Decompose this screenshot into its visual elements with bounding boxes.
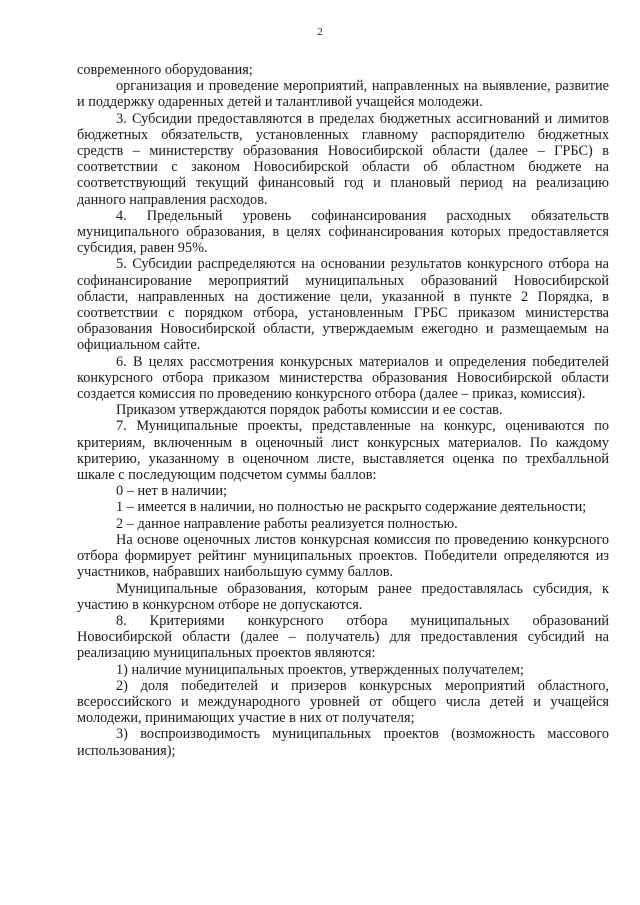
paragraph: современного оборудования; xyxy=(77,62,253,78)
document-body xyxy=(77,62,609,759)
paragraph: На основе оценочных листов конкурсная комиссия по проведению конкурсного отбора формирует рейтинг муниципальных проектов. Победители определяются из участников, набравших наибольшую сумму баллов. xyxy=(77,531,609,581)
paragraph-clause-6: 6. В целях рассмотрения конкурсных материалов и определения победителей конкурсного отбора приказом министерства образования Новосибирской области создается комиссия по проведению конкурсного отбора (далее – приказ, комиссия). xyxy=(77,353,609,403)
paragraph-clause-7: 7. Муниципальные проекты, представленные на конкурс, оцениваются по критериям, включенным в оценочный лист конкурсных материалов. По каждому критерию, указанному в оценочном листе, выставляется оценка по трехбалльной шкале с последующим подсчетом суммы баллов: xyxy=(77,418,609,484)
criteria-item: 2) доля победителей и призеров конкурсных мероприятий областного, всероссийского и международного уровней от общего числа детей и учащейся молодежи, принимающих участие в них от получателя; xyxy=(77,677,609,727)
paragraph-clause-3: 3. Субсидии предоставляются в пределах бюджетных ассигнований и лимитов бюджетных обязательств, установленных главному распорядителю бюджетных средств – министерству образования Новосибирской области (далее – ГРБС) в соответствии с законом Новосибирской области об областном бюджете на соответствующий текущий финансовый год и плановый период на реализацию данного направления расходов. xyxy=(77,110,609,208)
page-number: 2 xyxy=(317,26,323,38)
paragraph-clause-5: 5. Субсидии распределяются на основании результатов конкурсного отбора на софинансирование мероприятий муниципальных образований Новосибирской области, направленных на достижение цели, указанной в пункте 2 Порядка, в соответствии с порядком отбора, установленным ГРБС приказом министерства образования Новосибирской области, утверждаемым ежегодно и размещаемым на официальном сайте. xyxy=(77,256,609,354)
criteria-item: 1) наличие муниципальных проектов, утвержденных получателем; xyxy=(116,661,524,678)
paragraph-clause-4: 4. Предельный уровень софинансирования расходных обязательств муниципального образования, в целях софинансирования которых предоставляется субсидия, равен 95%. xyxy=(77,207,609,257)
paragraph: организация и проведение мероприятий, направленных на выявление, развитие и поддержку одаренных детей и талантливой учащейся молодежи. xyxy=(77,78,609,111)
criteria-item: 3) воспроизводимость муниципальных проектов (возможность массового использования); xyxy=(77,726,609,759)
paragraph: Муниципальные образования, которым ранее предоставлялась субсидия, к участию в конкурсном отборе не допускаются. xyxy=(77,580,609,613)
score-item: 0 – нет в наличии; xyxy=(116,483,227,500)
paragraph-clause-8: 8. Критериями конкурсного отбора муниципальных образований Новосибирской области (далее – получатель) для предоставления субсидий на реализацию муниципальных проектов являются: xyxy=(77,612,609,662)
paragraph: Приказом утверждаются порядок работы комиссии и ее состав. xyxy=(116,402,503,419)
score-item: 1 – имеется в наличии, но полностью не раскрыто содержание деятельности; xyxy=(116,499,587,516)
score-item: 2 – данное направление работы реализуется полностью. xyxy=(116,515,458,532)
